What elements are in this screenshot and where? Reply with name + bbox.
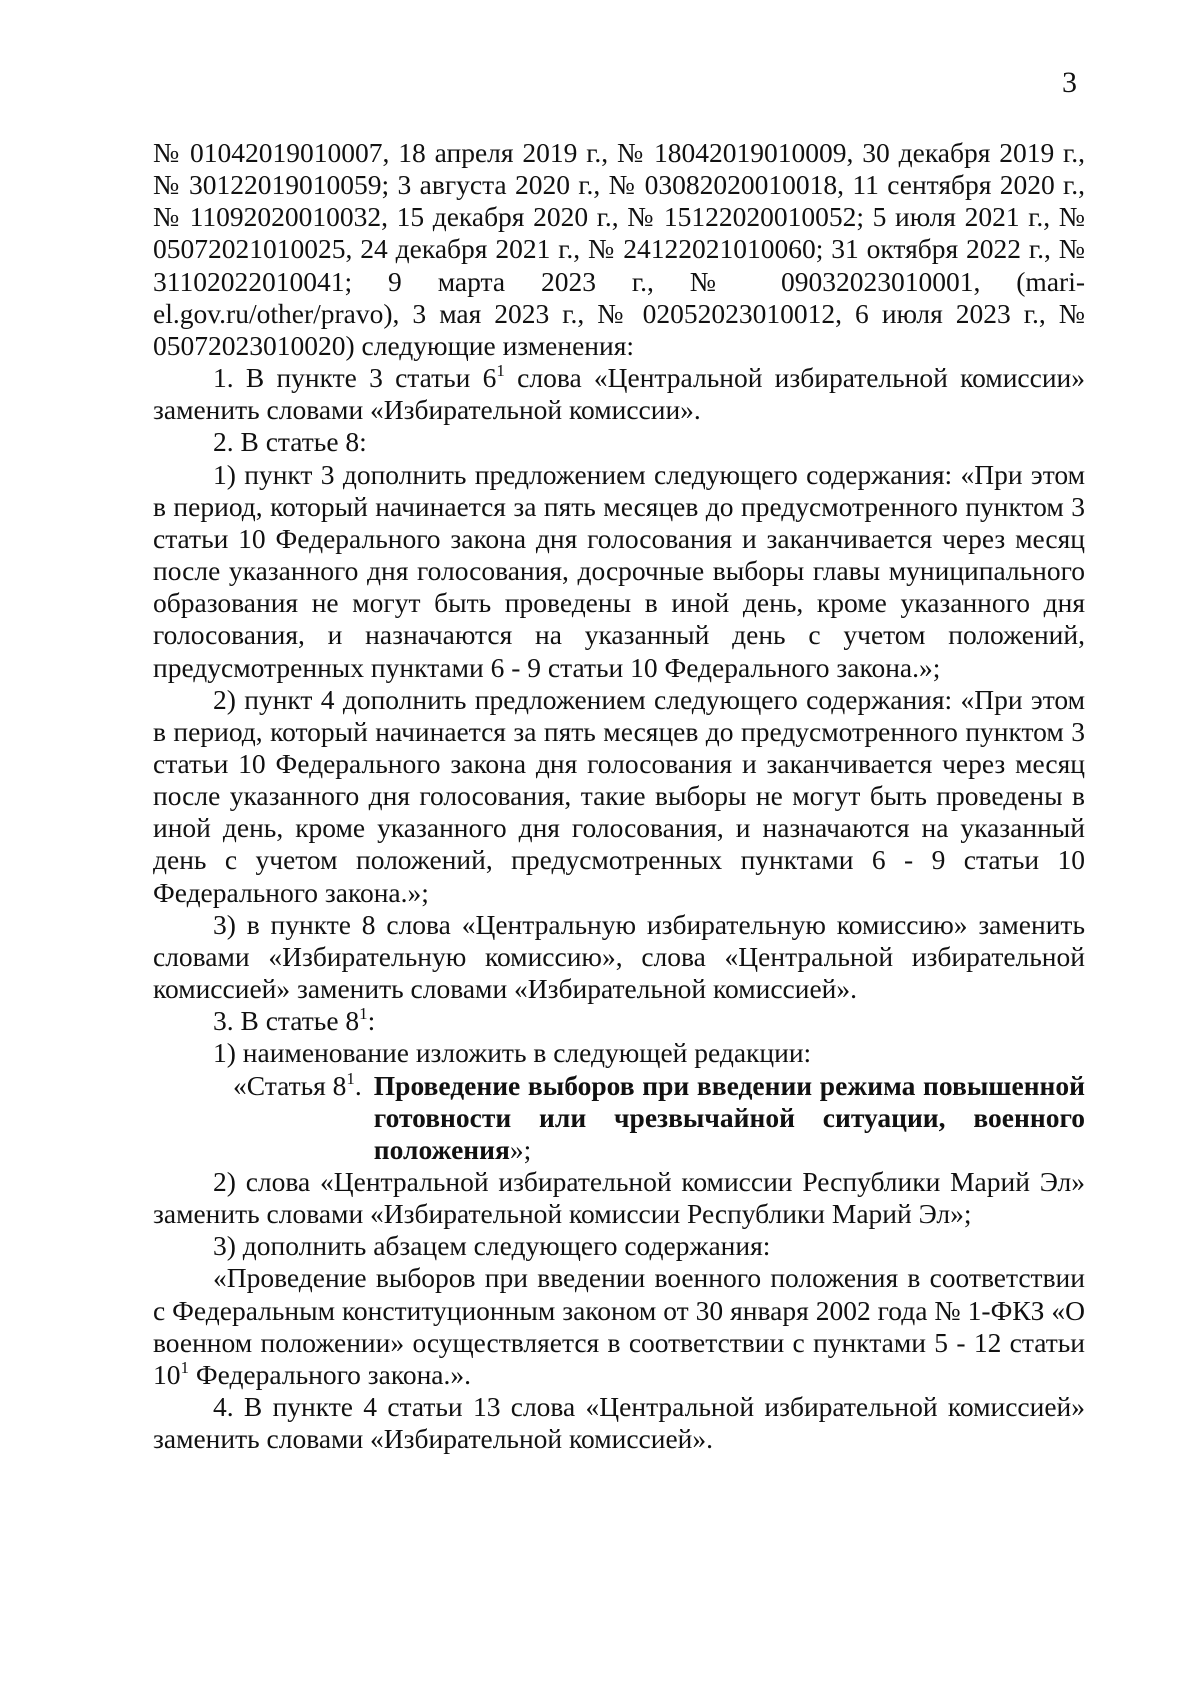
paragraph-new-clause	[153, 1262, 1085, 1391]
page-number: 3	[1062, 66, 1077, 99]
paragraph-subitem-3: 3) в пункте 8 слова «Центральную избирательную комиссию» заменить словами «Избирательную комиссию», слова «Центральной избирательной комиссией» заменить словами «Избирательной комиссией».	[153, 908, 1085, 1005]
paragraph-text: 1. В пункте 3 статьи 6	[213, 362, 497, 394]
superscript: 1	[359, 1004, 368, 1024]
paragraph-item-4: 4. В пункте 4 статьи 13 слова «Центральной избирательной комиссией» заменить словами «Избирательной комиссией».	[153, 1391, 1085, 1455]
paragraph-subitem-add: 3) дополнить абзацем следующего содержания:	[213, 1230, 771, 1262]
paragraph-text: «Проведение выборов при введении военного положения в соответствии с Федеральным конституционным законом от 30 января 2002 года № 1-ФКЗ «О военном положении» осуществляется в соответствии с пунктами 5 - 12 статьи 10	[153, 1262, 1085, 1390]
paragraph-item-1	[153, 362, 1085, 426]
article-title-block	[153, 1070, 1085, 1166]
paragraph-item-2: 2. В статье 8:	[213, 426, 367, 458]
superscript: 1	[346, 1068, 355, 1088]
article-label: «Статья $8^1$.	[233, 1068, 362, 1101]
document-body	[153, 137, 1085, 1455]
paragraph-item-3	[153, 1005, 1085, 1037]
paragraph-amendment-sources: № 01042019010007, 18 апреля 2019 г., № 18042019010009, 30 декабря 2019 г., № 30122019010059; 3 августа 2020 г., № 03082020010018, 11 сентября 2020 г., № 11092020010032, 15 декабря 2020 г., № 15122020010052; 5 июля 2021 г., № 05072021010025, 24 декабря 2021 г., № 24122021010060; 31 октября 2022 г., № 31102022010041; 9 марта 2023 г., № 09032023010001, (mari-el.gov.ru/other/pravo), 3 мая 2023 г., № 02052023010012, 6 июля 2023 г., № 05072023010020) следующие изменения:	[153, 137, 1085, 361]
paragraph-subitem-1: 1) пункт 3 дополнить предложением следующего содержания: «При этом в период, который начинается за пять месяцев до предусмотренного пунктом 3 статьи 10 Федерального закона дня голосования и заканчивается через месяц после указанного дня голосования, досрочные выборы главы муниципального образования не могут быть проведены в иной день, кроме указанного дня голосования, и назначаются на указанный день с учетом положений, предусмотренных пунктами 6 - 9 статьи 10 Федерального закона.»;	[153, 458, 1085, 683]
article-title-tail: »;	[509, 1133, 532, 1165]
paragraph-subitem-words: 2) слова «Центральной избирательной комиссии Республики Марий Эл» заменить словами «Избирательной комиссии Республики Марий Эл»;	[153, 1166, 1085, 1230]
paragraph-text: :	[367, 1005, 376, 1037]
superscript: 1	[180, 1357, 189, 1377]
paragraph-text: Федерального закона.».	[189, 1358, 471, 1390]
paragraph-text: слова «Центральной избирательной комиссии» заменить словами «Избирательной комиссии».	[153, 362, 1086, 426]
paragraph-subitem-2: 2) пункт 4 дополнить предложением следующего содержания: «При этом в период, который начинается за пять месяцев до предусмотренного пунктом 3 статьи 10 Федерального закона дня голосования и заканчивается через месяц после указанного дня голосования, такие выборы не могут быть проведены в иной день, кроме указанного дня голосования, и назначаются на указанный день с учетом положений, предусмотренных пунктами 6 - 9 статьи 10 Федерального закона.»;	[153, 683, 1085, 908]
article-title: Проведение выборов при введении режима повышенной готовности или чрезвычайной ситуации, военного положения»;	[373, 1069, 1085, 1165]
paragraph-text: 3. В статье 8	[213, 1005, 360, 1037]
paragraph-subitem-title-change: 1) наименование изложить в следующей редакции:	[213, 1037, 812, 1069]
superscript: 1	[496, 361, 505, 381]
